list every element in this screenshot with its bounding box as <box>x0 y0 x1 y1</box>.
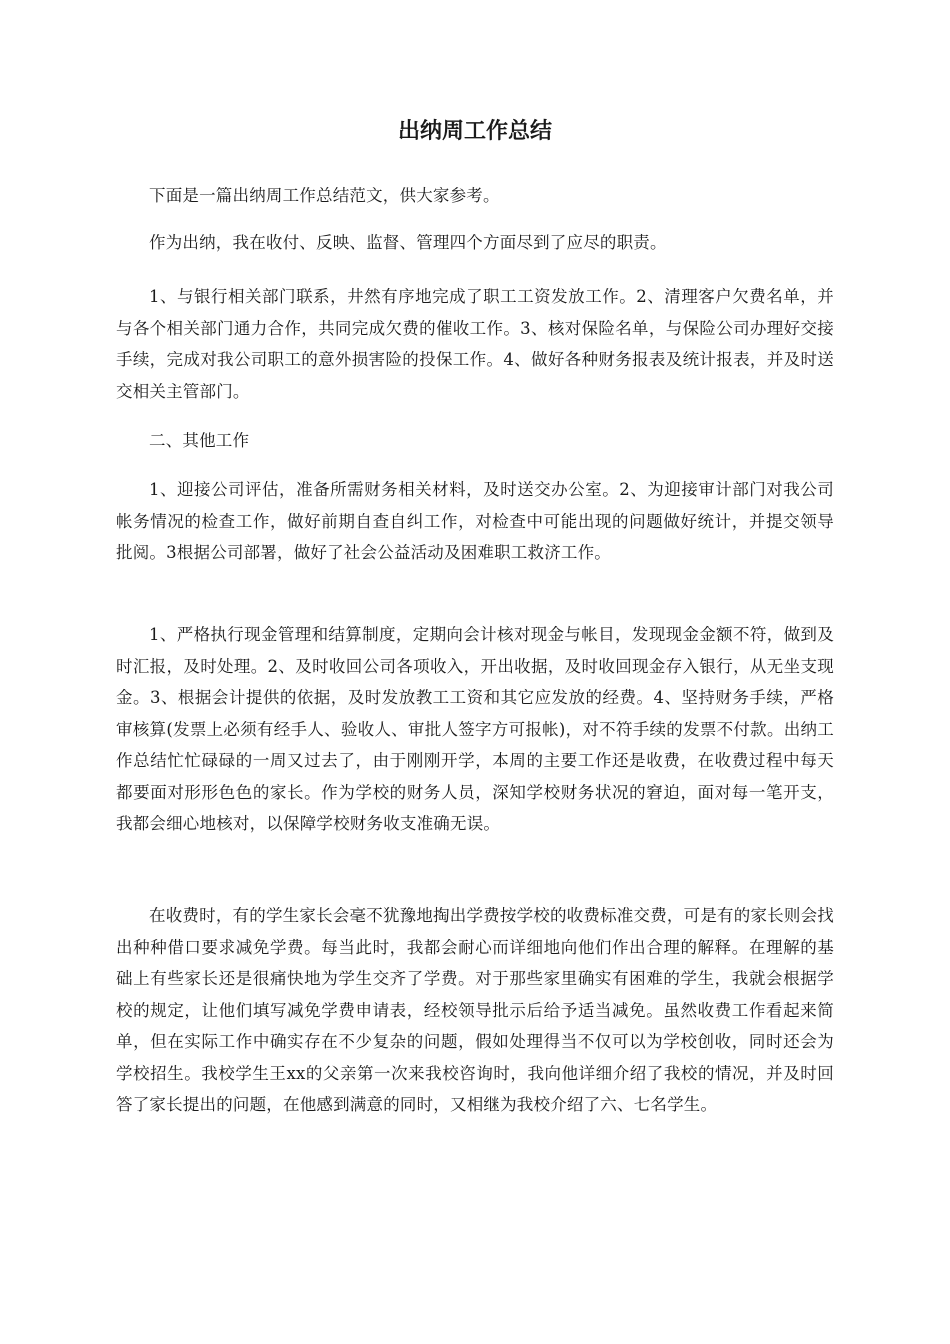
intro-paragraph: 下面是一篇出纳周工作总结范文，供大家参考。 <box>149 186 500 205</box>
section-heading-other-work: 二、其他工作 <box>149 431 250 450</box>
fee-collection-paragraph: 在收费时，有的学生家长会毫不犹豫地掏出学费按学校的收费标准交费，可是有的家长则会找出种种借口要求减免学费。每当此时，我都会耐心而详细地向他们作出合理的解释。在理解的基础上有些家长还是很痛快地为学生交齐了学费。对于那些家里确实有困难的学生，我就会根据学校的规定，让他们填写减免学费申请表，经校领导批示后给予适当减免。虽然收费工作看起来简单，但在实际工作中确实存在不少复杂的问题，假如处理得当不仅可以为学校创收，同时还会为学校招生。我校学生王xx的父亲第一次来我校咨询时，我向他详细介绍了我校的情况，并及时回答了家长提出的问题，在他感到满意的同时，又相继为我校介绍了六、七名学生。 <box>116 906 834 1114</box>
cash-management-paragraph: 1、严格执行现金管理和结算制度，定期向会计核对现金与帐目，发现现金金额不符，做到及时汇报，及时处理。2、及时收回公司各项收入，开出收据，及时收回现金存入银行，从无坐支现金。3、根据会计提供的依据，及时发放教工工资和其它应发放的经费。4、坚持财务手续，严格审核算(发票上必须有经手人、验收人、审批人签字方可报帐)，对不符手续的发票不付款。出纳工作总结忙忙碌碌的一周又过去了，由于刚刚开学，本周的主要工作还是收费，在收费过程中每天都要面对形形色色的家长。作为学校的财务人员，深知学校财务状况的窘迫，面对每一笔开支，我都会细心地核对，以保障学校财务收支准确无误。 <box>116 625 834 833</box>
main-work-paragraph: 1、与银行相关部门联系，井然有序地完成了职工工资发放工作。2、清理客户欠费名单，并与各个相关部门通力合作，共同完成欠费的催收工作。3、核对保险名单，与保险公司办理好交接手续，完成对我公司职工的意外损害险的投保工作。4、做好各种财务报表及统计报表，并及时送交相关主管部门。 <box>116 287 834 401</box>
document-title: 出纳周工作总结 <box>397 118 552 144</box>
other-work-paragraph: 1、迎接公司评估，准备所需财务相关材料，及时送交办公室。2、为迎接审计部门对我公司帐务情况的检查工作，做好前期自查自纠工作，对检查中可能出现的问题做好统计，并提交领导批阅。3根据公司部署，做好了社会公益活动及困难职工救济工作。 <box>116 480 834 562</box>
duty-paragraph: 作为出纳，我在收付、反映、监督、管理四个方面尽到了应尽的职责。 <box>149 233 667 252</box>
